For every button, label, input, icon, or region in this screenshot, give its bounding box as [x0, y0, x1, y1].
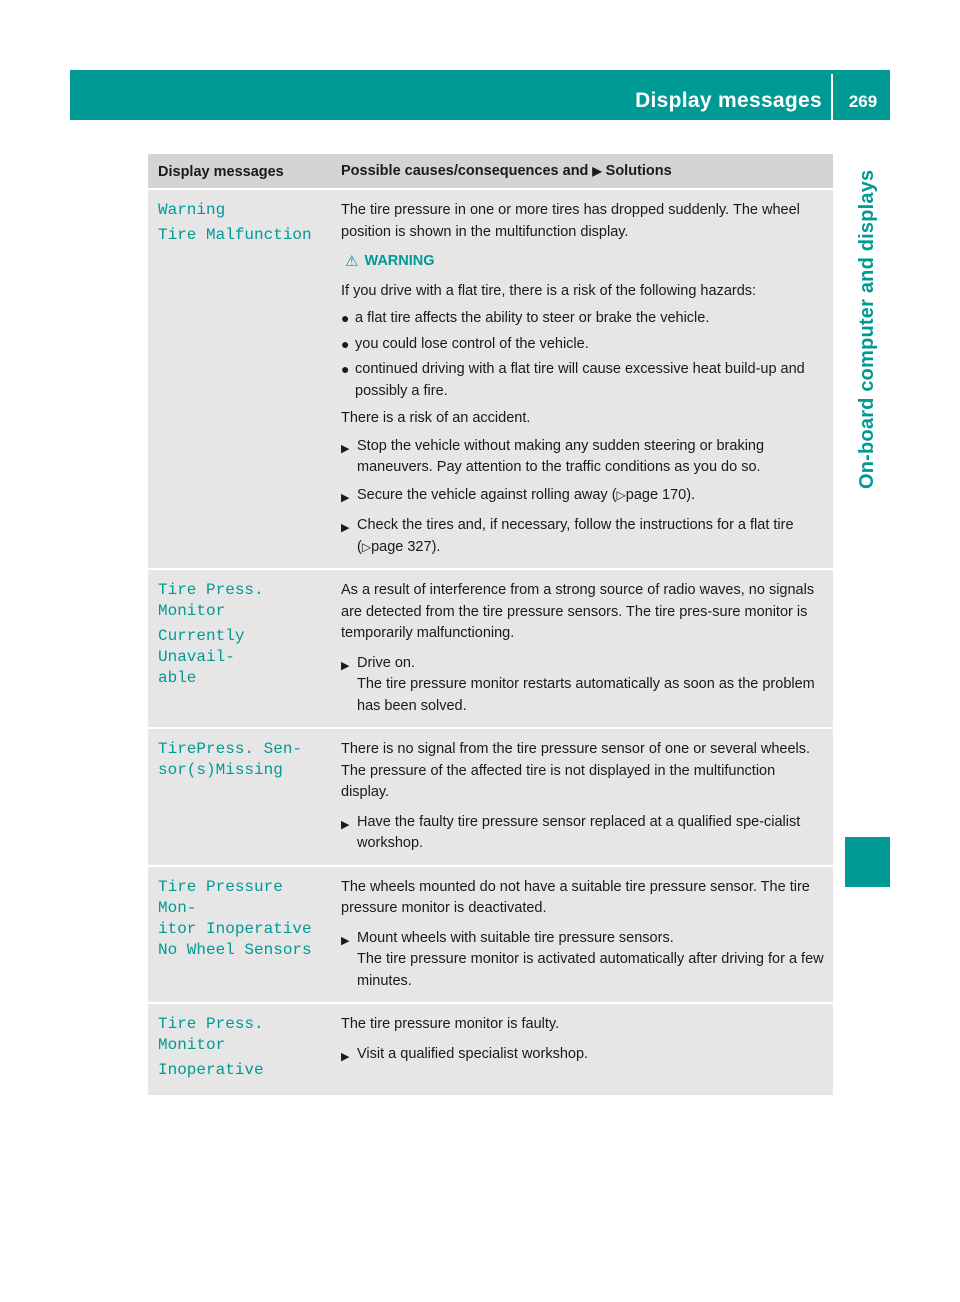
step-triangle-icon: ▶ [341, 1050, 350, 1063]
solution-cell [335, 570, 833, 727]
step-text: Visit a qualified specialist workshop. [357, 1045, 589, 1062]
hazard-text: continued driving with a flat tire will cause excessive heat build-up and possibly a fire. [355, 361, 805, 399]
display-messages-table [148, 154, 833, 1097]
solution-cell [335, 190, 833, 568]
display-message-text: Currently Unavail- [158, 627, 245, 666]
step-text: Check the tires and, if necessary, follow the instructions for a flat tire (▷page 327). [357, 517, 794, 555]
hazard-bullet [341, 334, 827, 356]
section-tab-label: On-board computer and displays [856, 170, 878, 490]
step-triangle-icon: ▶ [341, 491, 350, 504]
cause-text: There is no signal from the tire pressure sensor of one or several wheels. The pressure of the affected tire is not displayed in the multifunction display. [341, 741, 811, 800]
instruction-step [341, 515, 827, 558]
table-header [148, 154, 833, 190]
display-message-text: itor Inoperative [158, 919, 312, 938]
display-message-text: Inoperative [158, 1061, 264, 1079]
step-text: Secure the vehicle against rolling away (▷page 170). [357, 486, 696, 503]
solution-cell [335, 729, 833, 865]
step-triangle-icon: ▶ [592, 164, 602, 178]
step-triangle-icon: ▶ [341, 818, 350, 831]
accident-text: There is a risk of an accident. [341, 410, 531, 426]
display-message-text: No Wheel Sensors [158, 940, 312, 959]
table-row [148, 729, 833, 867]
cause-text: The wheels mounted do not have a suitable tire pressure sensor. The tire pressure monitor is deactivated. [341, 878, 810, 916]
bullet-icon: ● [341, 335, 350, 352]
step-text: Mount wheels with suitable tire pressure sensors. The tire pressure monitor is activated automatically after driving for a few minutes. [357, 929, 824, 989]
table-row [148, 190, 833, 570]
solution-cell [335, 867, 833, 1003]
warning-triangle-icon: ⚠ [345, 253, 359, 270]
display-message-text: able [158, 669, 197, 687]
display-message-text: Warning [158, 201, 226, 219]
display-message-text: sor(s)Missing [158, 761, 283, 779]
display-message-text: TirePress. Sen- [158, 740, 303, 758]
col-header-solutions-text-2: Solutions [605, 163, 672, 179]
display-message-text: Tire Pressure Mon- [158, 877, 283, 917]
display-message-text: Tire Press. Monitor [158, 581, 264, 620]
table-row [148, 570, 833, 729]
cause-text: The tire pressure monitor is faulty. [341, 1016, 560, 1032]
page-reference[interactable]: page 170 [625, 486, 687, 503]
instruction-step [341, 485, 827, 510]
hazard-bullet [341, 308, 827, 330]
message-cell [148, 867, 335, 1003]
instruction-step [341, 436, 827, 479]
instruction-step [341, 1044, 827, 1069]
step-text: Drive on. The tire pressure monitor restarts automatically as soon as the problem has been solved. [357, 654, 815, 714]
cause-text: The tire pressure in one or more tires has dropped suddenly. The wheel position is shown in the multifunction display. [341, 202, 800, 240]
display-message-text: Tire Malfunction [158, 226, 312, 244]
hazard-text: a flat tire affects the ability to steer or brake the vehicle. [355, 310, 710, 326]
cause-text: As a result of interference from a strong source of radio waves, no signals are detected from the tire pressure sensors. The tire pres-sure monitor is temporarily malfunctioning. [341, 582, 815, 641]
warning-label: WARNING [364, 253, 435, 269]
instruction-step [341, 812, 827, 855]
message-cell [148, 190, 335, 568]
col-header-solutions [335, 154, 833, 188]
header-divider [831, 74, 833, 120]
page-ref-icon: ▷ [616, 487, 626, 502]
page-ref-icon: ▷ [361, 539, 372, 554]
step-text: Have the faulty tire pressure sensor replaced at a qualified spe-cialist workshop. [357, 813, 801, 851]
risk-text: If you drive with a flat tire, there is a risk of the following hazards: [341, 282, 757, 299]
table-row [148, 867, 833, 1005]
step-triangle-icon: ▶ [341, 522, 350, 534]
page-title: Display messages [635, 89, 822, 112]
instruction-step [341, 928, 827, 993]
hazard-text: you could lose control of the vehicle. [355, 335, 589, 352]
bullet-icon: ● [341, 310, 350, 326]
page-number: 269 [848, 92, 878, 111]
col-header-solutions-text: Possible causes/consequences and [341, 163, 589, 179]
step-triangle-icon: ▶ [341, 659, 350, 672]
message-cell [148, 570, 335, 727]
col-header-messages: Display messages [158, 164, 284, 180]
warning-heading [341, 251, 827, 273]
section-tab-marker [845, 837, 890, 887]
table-row [148, 1004, 833, 1097]
message-cell [148, 1004, 335, 1095]
message-cell [148, 729, 335, 865]
display-message-text: Tire Press. Monitor [158, 1015, 264, 1054]
solution-cell [335, 1004, 833, 1095]
bullet-icon: ● [341, 361, 350, 377]
step-triangle-icon: ▶ [341, 934, 350, 947]
page-reference[interactable]: page 327 [371, 538, 432, 555]
instruction-step [341, 653, 827, 718]
step-triangle-icon: ▶ [341, 442, 350, 455]
step-text: Stop the vehicle without making any sudden steering or braking maneuvers. Pay attention to the traffic conditions as you do so. [357, 437, 765, 475]
hazard-bullet [341, 359, 827, 402]
